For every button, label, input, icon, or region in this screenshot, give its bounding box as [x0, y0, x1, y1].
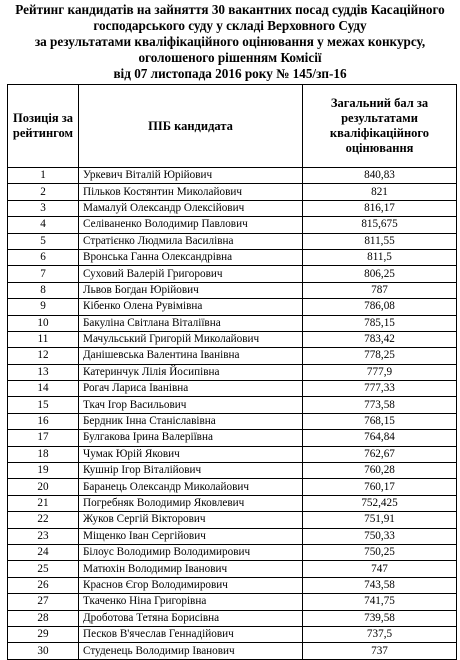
table-row: [8, 364, 457, 380]
table-row: [8, 430, 457, 446]
rating-table: [7, 84, 457, 660]
name-cell: Ткаченко Ніна Григорівна: [79, 594, 303, 610]
score-cell: 786,08: [303, 299, 457, 315]
table-row: [8, 184, 457, 200]
score-cell: 785,15: [303, 315, 457, 331]
name-cell: Білоус Володимир Володимирович: [79, 544, 303, 560]
name-cell: Баранець Олександр Миколайович: [79, 479, 303, 495]
position-cell: 4: [8, 217, 79, 233]
position-cell: 30: [8, 643, 79, 659]
position-cell: 7: [8, 266, 79, 282]
table-row: [8, 299, 457, 315]
name-cell: Кушнір Ігор Віталійович: [79, 463, 303, 479]
name-cell: Матюхін Володимир Іванович: [79, 561, 303, 577]
score-cell: 741,75: [303, 594, 457, 610]
score-cell: 747: [303, 561, 457, 577]
table-row: [8, 528, 457, 544]
position-cell: 26: [8, 577, 79, 593]
name-cell: Погребняк Володимир Яковлевич: [79, 495, 303, 511]
name-cell: Львов Богдан Юрійович: [79, 282, 303, 298]
score-cell: 777,9: [303, 364, 457, 380]
name-cell: Жуков Сергій Вікторович: [79, 512, 303, 528]
table-row: [8, 610, 457, 626]
position-cell: 29: [8, 626, 79, 642]
name-cell: Стратієнко Людмила Василівна: [79, 233, 303, 249]
table-row: [8, 495, 457, 511]
name-cell: Бердник Інна Станіславівна: [79, 413, 303, 429]
position-cell: 16: [8, 413, 79, 429]
score-cell: 811,55: [303, 233, 457, 249]
header-score: Загальний бал за результатами кваліфікаційного оцінювання: [303, 85, 457, 168]
name-cell: Студенець Володимир Іванович: [79, 643, 303, 659]
score-cell: 811,5: [303, 249, 457, 265]
score-cell: 777,33: [303, 381, 457, 397]
table-row: [8, 643, 457, 659]
score-cell: 739,58: [303, 610, 457, 626]
position-cell: 17: [8, 430, 79, 446]
score-cell: 762,67: [303, 446, 457, 462]
position-cell: 18: [8, 446, 79, 462]
table-row: [8, 577, 457, 593]
name-cell: Катеринчук Лілія Йосипівна: [79, 364, 303, 380]
table-row: [8, 233, 457, 249]
score-cell: 815,675: [303, 217, 457, 233]
score-cell: 760,17: [303, 479, 457, 495]
table-row: [8, 594, 457, 610]
table-row: [8, 266, 457, 282]
table-row: [8, 249, 457, 265]
table-row: [8, 168, 457, 184]
score-cell: 787: [303, 282, 457, 298]
name-cell: Вронська Ганна Олександрівна: [79, 249, 303, 265]
position-cell: 6: [8, 249, 79, 265]
table-row: [8, 217, 457, 233]
score-cell: 764,84: [303, 430, 457, 446]
document-title: [4, 2, 456, 82]
score-cell: 768,15: [303, 413, 457, 429]
score-cell: 760,28: [303, 463, 457, 479]
title-line: від 07 листопада 2016 року № 145/зп-16: [113, 66, 347, 81]
position-cell: 24: [8, 544, 79, 560]
score-cell: 737: [303, 643, 457, 659]
position-cell: 11: [8, 331, 79, 347]
position-cell: 8: [8, 282, 79, 298]
table-row: [8, 544, 457, 560]
position-cell: 23: [8, 528, 79, 544]
score-cell: 840,83: [303, 168, 457, 184]
position-cell: 1: [8, 168, 79, 184]
score-cell: 783,42: [303, 331, 457, 347]
position-cell: 19: [8, 463, 79, 479]
score-cell: 816,17: [303, 200, 457, 216]
name-cell: Селіваненко Володимир Павлович: [79, 217, 303, 233]
table-row: [8, 512, 457, 528]
position-cell: 22: [8, 512, 79, 528]
name-cell: Кібенко Олена Рувімівна: [79, 299, 303, 315]
score-cell: 750,33: [303, 528, 457, 544]
name-cell: Мачульський Григорій Миколайович: [79, 331, 303, 347]
table-row: [8, 282, 457, 298]
position-cell: 27: [8, 594, 79, 610]
name-cell: Булгакова Ірина Валеріївна: [79, 430, 303, 446]
title-line: Рейтинг кандидатів на зайняття 30 вакантних посад суддів Касаційного: [15, 2, 445, 17]
position-cell: 14: [8, 381, 79, 397]
table-row: [8, 463, 457, 479]
table-row: [8, 479, 457, 495]
position-cell: 13: [8, 364, 79, 380]
table-body: [8, 168, 457, 660]
position-cell: 28: [8, 610, 79, 626]
table-row: [8, 413, 457, 429]
header-name: ПІБ кандидата: [79, 85, 303, 168]
table-row: [8, 331, 457, 347]
name-cell: Міщенко Іван Сергійович: [79, 528, 303, 544]
table-row: [8, 397, 457, 413]
name-cell: Краснов Єгор Володимирович: [79, 577, 303, 593]
score-cell: 743,58: [303, 577, 457, 593]
name-cell: Дроботова Тетяна Борисівна: [79, 610, 303, 626]
position-cell: 12: [8, 348, 79, 364]
header-position: Позиція за рейтингом: [8, 85, 79, 168]
position-cell: 2: [8, 184, 79, 200]
position-cell: 9: [8, 299, 79, 315]
name-cell: Мамалуй Олександр Олексійович: [79, 200, 303, 216]
name-cell: Данішевська Валентина Іванівна: [79, 348, 303, 364]
position-cell: 25: [8, 561, 79, 577]
table-row: [8, 348, 457, 364]
score-cell: 806,25: [303, 266, 457, 282]
position-cell: 3: [8, 200, 79, 216]
position-cell: 20: [8, 479, 79, 495]
table-row: [8, 446, 457, 462]
position-cell: 21: [8, 495, 79, 511]
score-cell: 821: [303, 184, 457, 200]
table-row: [8, 200, 457, 216]
title-line: за результатами кваліфікаційного оцінювання у межах конкурсу,: [34, 34, 426, 49]
position-cell: 10: [8, 315, 79, 331]
title-line: господарського суду у складі Верховного Суду: [93, 18, 367, 33]
table-row: [8, 561, 457, 577]
title-line: оголошеного рішенням Комісії: [138, 50, 322, 65]
name-cell: Уркевич Віталій Юрійович: [79, 168, 303, 184]
name-cell: Ткач Ігор Васильович: [79, 397, 303, 413]
name-cell: Бакуліна Світлана Віталіївна: [79, 315, 303, 331]
name-cell: Рогач Лариса Іванівна: [79, 381, 303, 397]
score-cell: 737,5: [303, 626, 457, 642]
table-row: [8, 626, 457, 642]
position-cell: 15: [8, 397, 79, 413]
name-cell: Чумак Юрій Якович: [79, 446, 303, 462]
name-cell: Пільков Костянтин Миколайович: [79, 184, 303, 200]
score-cell: 750,25: [303, 544, 457, 560]
score-cell: 778,25: [303, 348, 457, 364]
name-cell: Песков В'ячеслав Геннадійович: [79, 626, 303, 642]
position-cell: 5: [8, 233, 79, 249]
table-row: [8, 381, 457, 397]
table-row: [8, 315, 457, 331]
score-cell: 773,58: [303, 397, 457, 413]
score-cell: 752,425: [303, 495, 457, 511]
table-header-row: [8, 85, 457, 168]
score-cell: 751,91: [303, 512, 457, 528]
name-cell: Суховий Валерій Григорович: [79, 266, 303, 282]
